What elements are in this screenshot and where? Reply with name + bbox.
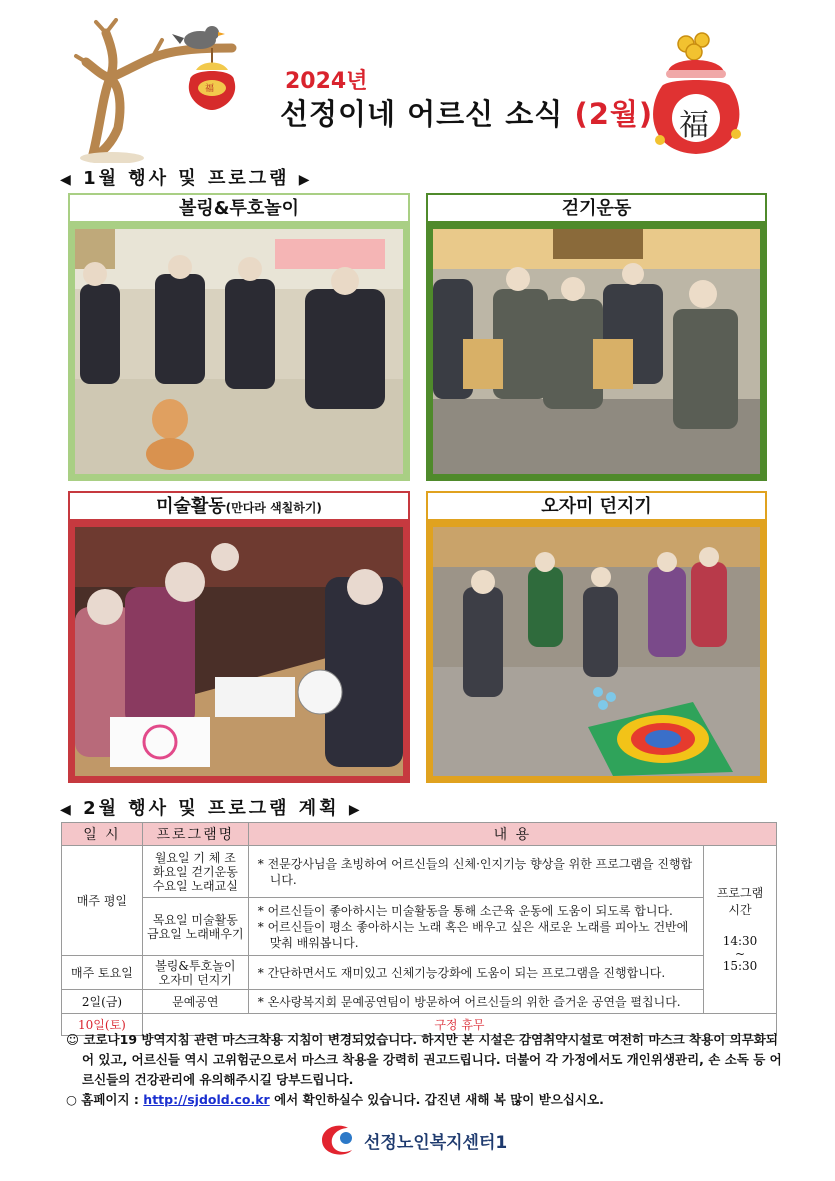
row-date-weekday: 매주 평일: [62, 846, 143, 956]
row-date-10: 10일(토): [62, 1014, 143, 1036]
page-title-month: (2월): [574, 97, 654, 131]
list-item: * 온사랑복지회 문예공연팀이 방문하여 어르신들의 위한 즐거운 공연을 펼칩니다.: [257, 994, 681, 1009]
list-item-text: 전문강사님을 초빙하여 어르신들의 신체·인지기능 향상을 위한 프로그램을 진행합니다.: [267, 856, 693, 887]
list-item-text: 어르신들이 평소 좋아하시는 노래 혹은 배우고 싶은 새로운 노래를 피아노 건반에 맞춰 배워봅니다.: [267, 919, 689, 950]
pouch-left-text: 福: [205, 84, 215, 94]
table-header-date: 일 시: [62, 823, 143, 846]
homepage-prefix: 홈페이지 :: [81, 1092, 139, 1107]
page-title: [280, 92, 653, 133]
table-row: [62, 898, 777, 956]
time-separator: ~: [734, 946, 746, 961]
time-label: 프로그램 시간: [716, 885, 764, 917]
list-item: * 어르신들이 좋아하시는 미술활동을 통해 소근육 운동에 도움이 되도록 합니다.: [257, 903, 673, 918]
row-time: [704, 846, 777, 1014]
homepage-link[interactable]: http://sjdold.co.kr: [143, 1092, 270, 1107]
section1-title: 1월 행사 및 프로그램: [83, 168, 290, 189]
header-year: 2024년: [285, 69, 368, 94]
tree-bird-illustration: [72, 18, 252, 163]
homepage-suffix: 에서 확인하실수 있습니다. 갑진년 새해 복 많이 받으십시오.: [274, 1092, 604, 1107]
list-item-text: 온사랑복지회 문예공연팀이 방문하여 어르신들의 위한 즐거운 공연을 펼칩니다.: [267, 994, 681, 1009]
row-desc-weekday-1: [248, 846, 703, 898]
triangle-left-icon: ◀: [60, 172, 74, 188]
row-program-weekday-2: 목요일 미술활동 금요일 노래배우기: [142, 898, 248, 956]
list-item-text: 간단하면서도 재미있고 신체기능강화에 도움이 되는 프로그램을 진행합니다.: [267, 965, 666, 980]
list-item: * 전문강사님을 초빙하여 어르신들의 신체·인지기능 향상을 위한 프로그램을 진행합니다.: [257, 856, 693, 887]
row-desc-weekday-2: [248, 898, 703, 956]
photo-label-art-main: 미술활동: [156, 496, 226, 517]
photo-label-art: [68, 491, 410, 521]
table-header-row: [62, 823, 777, 846]
photo-beanbag: [433, 527, 760, 776]
org-logo-icon: [318, 1122, 360, 1158]
row-program-weekday-1: 월요일 기 체 조 화요일 걷기운동 수요일 노래교실: [142, 846, 248, 898]
section2-title: 2월 행사 및 프로그램 계획: [83, 798, 340, 819]
photo-label-beanbag: 오자미 던지기: [426, 491, 767, 521]
program-plan-table: [61, 822, 777, 1036]
row-date-2: 2일(금): [62, 990, 143, 1014]
section1-heading: [60, 164, 313, 190]
photo-label-walking: 걷기운동: [426, 193, 767, 223]
table-header-content: 내 용: [248, 823, 776, 846]
notice-paragraph: [62, 1030, 788, 1090]
table-row: [62, 956, 777, 990]
page-title-text: 선정이네 어르신 소식: [280, 97, 564, 131]
notice-text: 코로나19 방역지침 관련 마스크착용 지침이 변경되었습니다. 하지만 본 시설은 감염취약시설로 여전히 마스크 착용이 의무화되어 있고, 어르신들 역시 고위험군으로서 마스크 착용을 강력히 권고드립니다. 더불어 각 가정에서도 개인위생관리, 손 소독 등 어르신들의 건강관리에 유의해주시길 당부드립니다.: [82, 1032, 782, 1087]
photo-frame-bowling: [68, 193, 410, 481]
list-item: * 어르신들이 평소 좋아하시는 노래 혹은 배우고 싶은 새로운 노래를 피아노 건반에 맞춰 배워봅니다.: [257, 919, 689, 950]
triangle-left-icon: ◀: [60, 802, 74, 818]
homepage-line: [62, 1090, 788, 1110]
org-name: 선정노인복지센터1: [364, 1133, 508, 1153]
row-desc-saturday: [248, 956, 703, 990]
photo-frame-art: [68, 491, 410, 783]
pouch-right-text: 福: [679, 108, 709, 143]
row-date-saturday: 매주 토요일: [62, 956, 143, 990]
photo-frame-beanbag: [426, 491, 767, 783]
list-item-text: 어르신들이 좋아하시는 미술활동을 통해 소근육 운동에 도움이 되도록 합니다.: [267, 903, 673, 918]
section2-heading: [60, 794, 363, 820]
row-program-saturday: 볼링&투호놀이 오자미 던지기: [142, 956, 248, 990]
circle-icon: ○: [66, 1092, 77, 1107]
table-header-program: 프로그램명: [142, 823, 248, 846]
smile-icon: ☺: [66, 1032, 80, 1047]
photo-frame-walking: [426, 193, 767, 481]
photo-label-art-sub: (만다라 색칠하기): [225, 501, 322, 515]
triangle-right-icon: ▶: [348, 802, 363, 818]
row-desc-2: [248, 990, 703, 1014]
row-desc-10: 구정 휴무: [142, 1014, 776, 1036]
photo-art: [75, 527, 403, 776]
time-start: 14:30: [722, 933, 758, 948]
time-end: 15:30: [722, 958, 758, 973]
notice-block: [62, 1030, 788, 1110]
table-row: [62, 846, 777, 898]
table-row: [62, 990, 777, 1014]
photo-label-bowling: 볼링&투호놀이: [68, 193, 410, 223]
list-item: * 간단하면서도 재미있고 신체기능강화에 도움이 되는 프로그램을 진행합니다.: [257, 965, 666, 980]
photo-bowling: [75, 229, 403, 474]
photo-walking: [433, 229, 760, 474]
triangle-right-icon: ▶: [298, 172, 313, 188]
row-program-2: 문예공연: [142, 990, 248, 1014]
